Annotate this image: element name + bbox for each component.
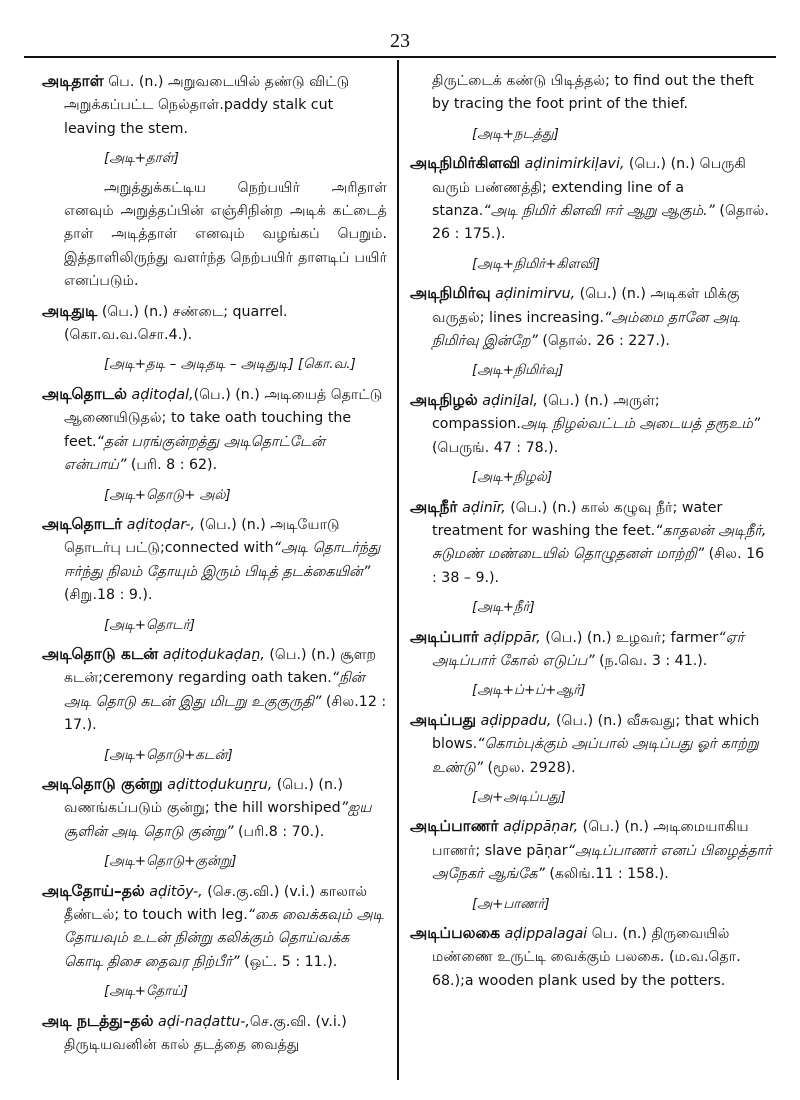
headword: அடிதொடு கடன் <box>42 644 159 663</box>
headword: அடிதாள் <box>42 72 104 90</box>
etymology: [அ+அடிப்பது] <box>472 789 566 805</box>
etymology: [அ+பாணர்] <box>472 896 550 912</box>
etymology: [அடி+ப்+ப்+ஆர்] <box>472 683 586 699</box>
citation-quote: “அடிப்பாணர் எனப் பிழைத்தார் அநேகர் ஆங்கே” <box>432 842 772 883</box>
definition: (செ.கு.வி.) (v.i.) காலால் தீண்டல்; to touch with leg. <box>64 883 368 923</box>
citation-quote: “அடி நிமிர் கிளவி ஈர் ஆறு ஆகும்.” <box>483 203 715 220</box>
citation-quote: “ஏர் அடிப்பார் கோல் எடுப்ப” <box>432 629 745 669</box>
transliteration: aḍinimirkiḷavi, <box>520 156 625 173</box>
citation-quote: “தன் பரங்குன்றத்து அடிதொட்டேன் என்பாய்” <box>64 433 325 474</box>
dictionary-entry <box>42 300 387 348</box>
etymology: [அடி+தொடர்] <box>104 617 196 633</box>
dictionary-entry <box>410 922 772 993</box>
etymology: [அடி+தொடு+குன்று] <box>104 854 237 870</box>
citation-ref: (மூல. 2928). <box>482 759 576 776</box>
headword: அடிதோய்–தல் <box>42 881 145 900</box>
dictionary-entry <box>410 496 772 591</box>
transliteration: aḍi-naḍattu-, <box>153 1013 250 1030</box>
transliteration: aḍippār, <box>478 629 541 646</box>
transliteration: aḍippalagai <box>500 926 588 942</box>
dictionary-entry <box>42 773 387 844</box>
transliteration: aḍitoḍar-, <box>122 516 196 533</box>
transliteration: aḍitōy-, <box>144 883 203 900</box>
etymology: [அடி+நிமிர்+கிளவி] <box>472 256 600 272</box>
definition: (பெ.) (n.) பெருகி வரும் பண்ணத்தி; extending line of a stanza. <box>432 156 747 220</box>
headword: அடிப்பலகை <box>410 924 501 942</box>
citation-ref: (சில. 16 : 38 – 9.). <box>432 546 765 586</box>
dictionary-entry <box>42 383 387 478</box>
citation-quote: “அடி தொடர்ந்து ஈர்ந்து நிலம் தோயும் இரும் பிடித் தடக்கையின்” <box>64 540 381 580</box>
headword: அடிதொடல் <box>42 384 128 403</box>
definition: (பெ.) (n.) சண்டை; quarrel. (கொ.வ.வ.சொ.4.). <box>64 303 288 344</box>
definition: (பெ.) (n.) அடியைத் தொட்டு ஆணையிடுதல்; to take oath touching the feet. <box>64 386 383 450</box>
definition: (பெ.) (n.) வீசுவது; that which blows. <box>432 712 760 753</box>
dictionary-entry <box>410 152 772 247</box>
dictionary-entry <box>410 282 772 353</box>
column-divider <box>397 60 399 1080</box>
etymology: [அடி+தோய்] <box>104 984 188 1000</box>
citation-quote: “கை வைக்கவும் அடி தோயவும் உடன் நின்று கலிக்கும் தொய்வக்க கொடி திசை தைவர நிற்பீர்” <box>64 907 384 970</box>
definition: பெ. (n.) அறுவடையில் தண்டு விட்டு அறுக்கப்பட்ட நெல்தாள்.paddy stalk cut leaving the stem. <box>64 74 350 137</box>
left-column <box>42 70 387 1063</box>
dictionary-entry <box>42 880 387 975</box>
citation-ref: (தொல். 26 : 227.). <box>537 333 670 350</box>
citation-ref: (பரி. 8 : 62). <box>126 457 218 474</box>
dictionary-entry <box>410 815 772 886</box>
definition: (பெ.) (n.) அடிகள் மிக்கு வருதல்; lines increasing. <box>432 286 740 326</box>
right-column <box>410 70 772 999</box>
etymology: [அடி+தாள்] <box>104 151 180 167</box>
transliteration: aḍitoḍal, <box>127 386 194 403</box>
dictionary-entry <box>410 389 772 460</box>
etymology: [அடி+நடத்து] <box>472 126 559 142</box>
headword: அடிநிமிர்கிளவி <box>410 154 521 173</box>
definition: (பெ.) (n.) கால் கழுவு நீர்; water treatment for washing the feet. <box>432 499 723 539</box>
headword: அடிப்பாணர் <box>410 817 499 836</box>
definition: (பெ.) (n.) அடியோடு தொடர்பு பட்டு;connected with <box>64 516 340 557</box>
dictionary-entry <box>42 1010 387 1058</box>
headword: அடிநிமிர்வு <box>410 284 491 303</box>
transliteration: aḍittoḍukuṉṟu, <box>162 776 273 793</box>
dictionary-entry <box>42 513 387 608</box>
headword: அடிப்பது <box>410 710 477 729</box>
headword: அடிதொடர் <box>42 514 123 533</box>
etymology: [அடி+நிமிர்வு] <box>472 363 564 379</box>
entry-continuation: திருட்டைக் கண்டு பிடித்தல்; to find out the theft by tracing the foot print of the thief. <box>432 73 754 113</box>
transliteration: aḍiniḻal, <box>477 392 538 409</box>
definition: (பெ.) (n.) வணங்கப்படும் குன்று; the hill worshiped <box>64 776 344 817</box>
citation-quote: “அம்மை தானே அடி நிமிர்வு இன்றே” <box>432 309 741 350</box>
citation-ref: (சில.12 : 17.). <box>64 693 387 734</box>
citation-ref: (சிறு.18 : 9.). <box>64 587 153 604</box>
transliteration: aḍitoḍukaḍaṉ, <box>158 646 265 663</box>
citation-ref: (பெருங். 47 : 78.). <box>432 439 559 456</box>
definition: (பெ.) (n.) சூளற கடன்;ceremony regarding oath taken. <box>64 646 377 687</box>
headword: அடிநிழல் <box>410 390 478 409</box>
citation-ref: (கலிங்.11 : 158.). <box>544 866 669 883</box>
headword: அடி நடத்து–தல் <box>42 1011 154 1030</box>
page-number: 23 <box>390 30 410 52</box>
citation-quote: “கொம்புக்கும் அப்பால் அடிப்பது ஓர் காற்று உண்டு” <box>432 736 759 776</box>
etymology: [அடி+தடி – அடிதடி – அடிதுடி] [கொ.வ.] <box>104 357 356 373</box>
transliteration: aḍippadu, <box>476 712 552 729</box>
headword: அடிதொடு குன்று <box>42 774 163 793</box>
explanatory-note: அறுத்துக்கட்டிய நெற்பயிர் அரிதாள் எனவும் அறுத்தப்பின் எஞ்சிநின்ற அடிக் கட்டைத் தாள் அடித்தாள் எனவும் வழங்கப் பெறும். இத்தாளிலிருந்து வளர்ந்த நெற்பயிர் தாளடிப் பயிர் எனப்படும். <box>64 179 387 290</box>
definition: பெ. (n.) திருவையில் மண்ணை உருட்டி வைக்கும் பலகை. (ம.வ.தொ. 68.);a wooden plank used by the potters. <box>432 926 741 989</box>
definition: (பெ.) (n.) உழவர்; farmer <box>540 629 719 646</box>
citation-quote: அடி நிழல்வட்டம் அடையத் தரூஉம்” <box>520 416 761 433</box>
definition: செ.கு.வி. (v.i.) திருடியவனின் கால் தடத்தை வைத்து <box>64 1013 347 1054</box>
header-rule <box>24 56 776 58</box>
headword: அடிப்பார் <box>410 627 479 646</box>
citation-ref: (ஒட். 5 : 11.). <box>239 953 338 970</box>
dictionary-entry <box>42 643 387 738</box>
citation-quote: ”ஐய சூளின் அடி தொடு குன்று” <box>64 800 372 840</box>
transliteration: aḍinimirvu, <box>490 286 576 303</box>
definition: (பெ.) (n.) அடிமையாகிய பாணர்; slave pāṇar <box>432 819 749 859</box>
etymology: [அடி+தொடு+கடன்] <box>104 747 233 763</box>
dictionary-entry <box>42 70 387 141</box>
transliteration: aḍinīr, <box>457 499 506 516</box>
etymology: [அடி+நிழல்] <box>472 470 553 486</box>
headword: அடிநீர் <box>410 497 458 516</box>
citation-ref: (தொல். 26 : 175.). <box>432 203 769 243</box>
citation-quote: “காதலன் அடிநீர், சுடுமண் மண்டையில் தொழுதனள் மாற்றி” <box>432 522 767 563</box>
citation-ref: (பரி.8 : 70.). <box>233 823 325 840</box>
headword: அடிதுடி <box>42 301 98 320</box>
citation-quote: “நின் அடி தொடு கடன் இது மிடறு உகுகுருதி” <box>64 670 365 710</box>
dictionary-entry <box>410 709 772 780</box>
transliteration: aḍippāṇar, <box>498 819 579 836</box>
etymology: [அடி+நீர்] <box>472 600 535 616</box>
etymology: [அடி+தொடு+ அல்] <box>104 487 231 503</box>
citation-ref: (ந.வெ. 3 : 41.). <box>594 652 708 669</box>
dictionary-entry <box>410 626 772 674</box>
definition: (பெ.) (n.) அருள்; compassion. <box>432 392 660 433</box>
